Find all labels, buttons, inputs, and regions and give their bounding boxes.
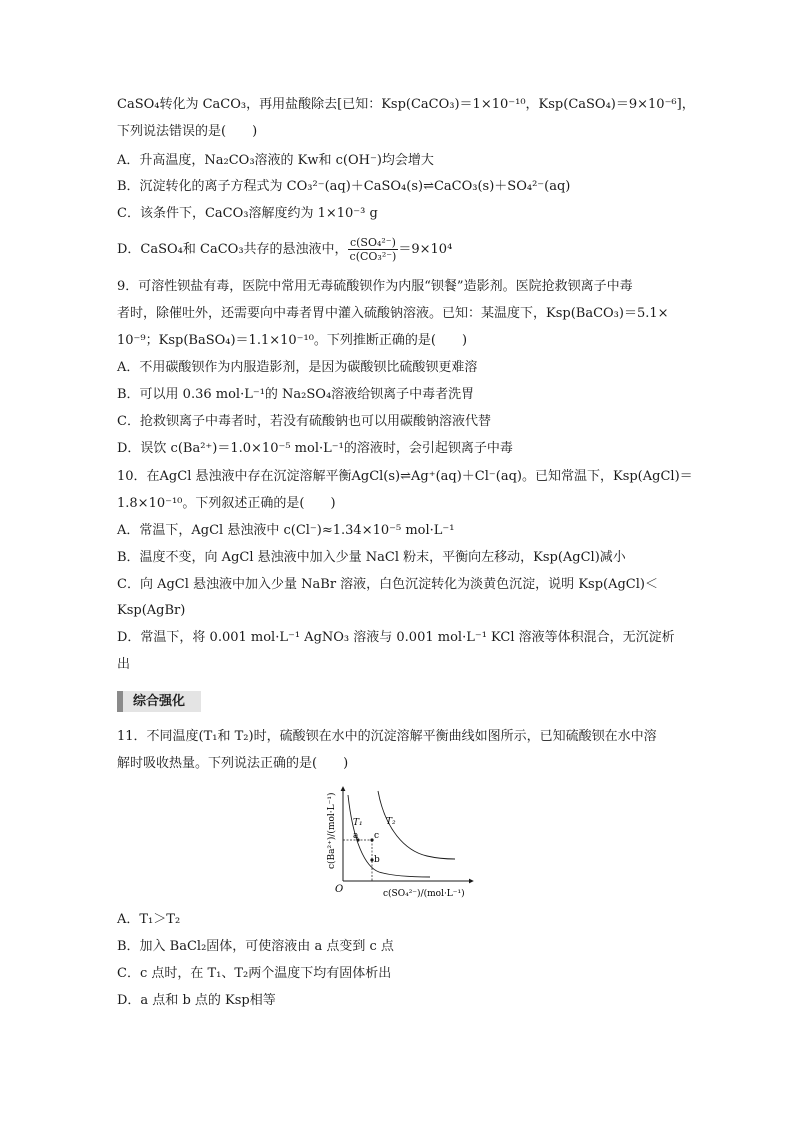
q10-option-c-line1: C．向 AgCl 悬浊液中加入少量 NaBr 溶液，白色沉淀转化为淡黄色沉淀，说明 Ksp(AgCl)＜ [117, 577, 658, 592]
q9-stem-line2: 者时，除催吐外，还需要向中毒者胃中灌入硫酸钠溶液。已知：某温度下，Ksp(BaCO₃)＝5.1× [117, 306, 669, 321]
q9-stem-line1: 9．可溶性钡盐有毒，医院中常用无毒硫酸钡作为内服“钡餐”造影剂。医院抢救钡离子中毒 [117, 279, 633, 294]
q9-option-b: B．可以用 0.36 mol·L⁻¹的 Na₂SO₄溶液给钡离子中毒者洗胃 [117, 387, 475, 402]
q11-option-c: C．c 点时，在 T₁、T₂两个温度下均有固体析出 [117, 966, 392, 981]
q11-stem-line2: 解时吸收热量。下列说法正确的是( ) [117, 756, 349, 771]
q8d-denominator: c(CO₃²⁻) [349, 250, 397, 263]
q10-option-d-line2: 出 [117, 657, 131, 672]
q8-option-a: A．升高温度，Na₂CO₃溶液的 Kw和 c(OH⁻)均会增大 [117, 153, 434, 168]
q8-stem-line1: CaSO₄转化为 CaCO₃，再用盐酸除去[已知：Ksp(CaCO₃)＝1×10⁻¹⁰，Ksp(CaSO₄)＝9×10⁻⁶]， [117, 97, 695, 112]
section-heading: 综合强化 [117, 691, 201, 712]
solubility-curve-figure [315, 781, 480, 903]
q10-stem-line1: 10．在AgCl 悬浊液中存在沉淀溶解平衡AgCl(s)⇌Ag⁺(aq)＋Cl⁻(aq)。已知常温下，Ksp(AgCl)＝ [117, 469, 693, 484]
q10-option-d-line1: D．常温下，将 0.001 mol·L⁻¹ AgNO₃ 溶液与 0.001 mol·L⁻¹ KCl 溶液等体积混合，无沉淀析 [117, 630, 675, 645]
q8-option-d [117, 233, 452, 267]
point-a-label: a [353, 831, 359, 841]
point-c-label: c [374, 831, 380, 841]
q11-option-d: D．a 点和 b 点的 Ksp相等 [117, 993, 276, 1008]
q8-option-c: C．该条件下，CaCO₃溶解度约为 1×10⁻³ g [117, 206, 378, 221]
t2-label: T₂ [386, 817, 396, 827]
q8-option-b: B．沉淀转化的离子方程式为 CO₃²⁻(aq)＋CaSO₄(s)⇌CaCO₃(s)＋SO₄²⁻(aq) [117, 179, 571, 194]
x-axis-label: c(SO₄²⁻)/(mol·L⁻¹) [383, 889, 465, 899]
origin-label: O [335, 884, 344, 895]
y-axis-label: c(Ba²⁺)/(mol·L⁻¹) [327, 792, 337, 869]
q9-stem-line3: 10⁻⁹；Ksp(BaSO₄)＝1.1×10⁻¹⁰。下列推断正确的是( ) [117, 333, 468, 348]
q9-option-a: A．不用碳酸钡作为内服造影剂，是因为碳酸钡比硫酸钡更难溶 [117, 360, 478, 375]
q8d-prefix: D．CaSO₄和 CaCO₃共存的悬浊液中， [117, 242, 348, 257]
q8d-numerator: c(SO₄²⁻) [348, 236, 399, 250]
q10-stem-line2: 1.8×10⁻¹⁰。下列叙述正确的是( ) [117, 496, 336, 511]
q8d-fraction [348, 236, 399, 263]
q11-stem-line1: 11．不同温度(T₁和 T₂)时，硫酸钡在水中的沉淀溶解平衡曲线如图所示，已知硫酸钡在水中溶 [117, 729, 657, 744]
q11-option-a: A．T₁＞T₂ [117, 912, 181, 927]
t1-curve [348, 795, 430, 877]
q9-option-d: D．误饮 c(Ba²⁺)＝1.0×10⁻⁵ mol·L⁻¹的溶液时，会引起钡离子中毒 [117, 441, 513, 456]
q11-option-b: B．加入 BaCl₂固体，可使溶液由 a 点变到 c 点 [117, 939, 394, 954]
q10-option-c-line2: Ksp(AgBr) [117, 603, 186, 618]
q8d-suffix: ＝9×10⁴ [398, 242, 453, 257]
q10-option-a: A．常温下，AgCl 悬浊液中 c(Cl⁻)≈1.34×10⁻⁵ mol·L⁻¹ [117, 523, 455, 538]
q9-option-c: C．抢救钡离子中毒者时，若没有硫酸钠也可以用碳酸钠溶液代替 [117, 414, 491, 429]
point-b-label: b [374, 855, 380, 865]
q10-option-b: B．温度不变，向 AgCl 悬浊液中加入少量 NaCl 粉末，平衡向左移动，Ksp(AgCl)减小 [117, 550, 626, 565]
t1-label: T₁ [353, 818, 363, 828]
q8-stem-line2: 下列说法错误的是( ) [117, 124, 258, 139]
